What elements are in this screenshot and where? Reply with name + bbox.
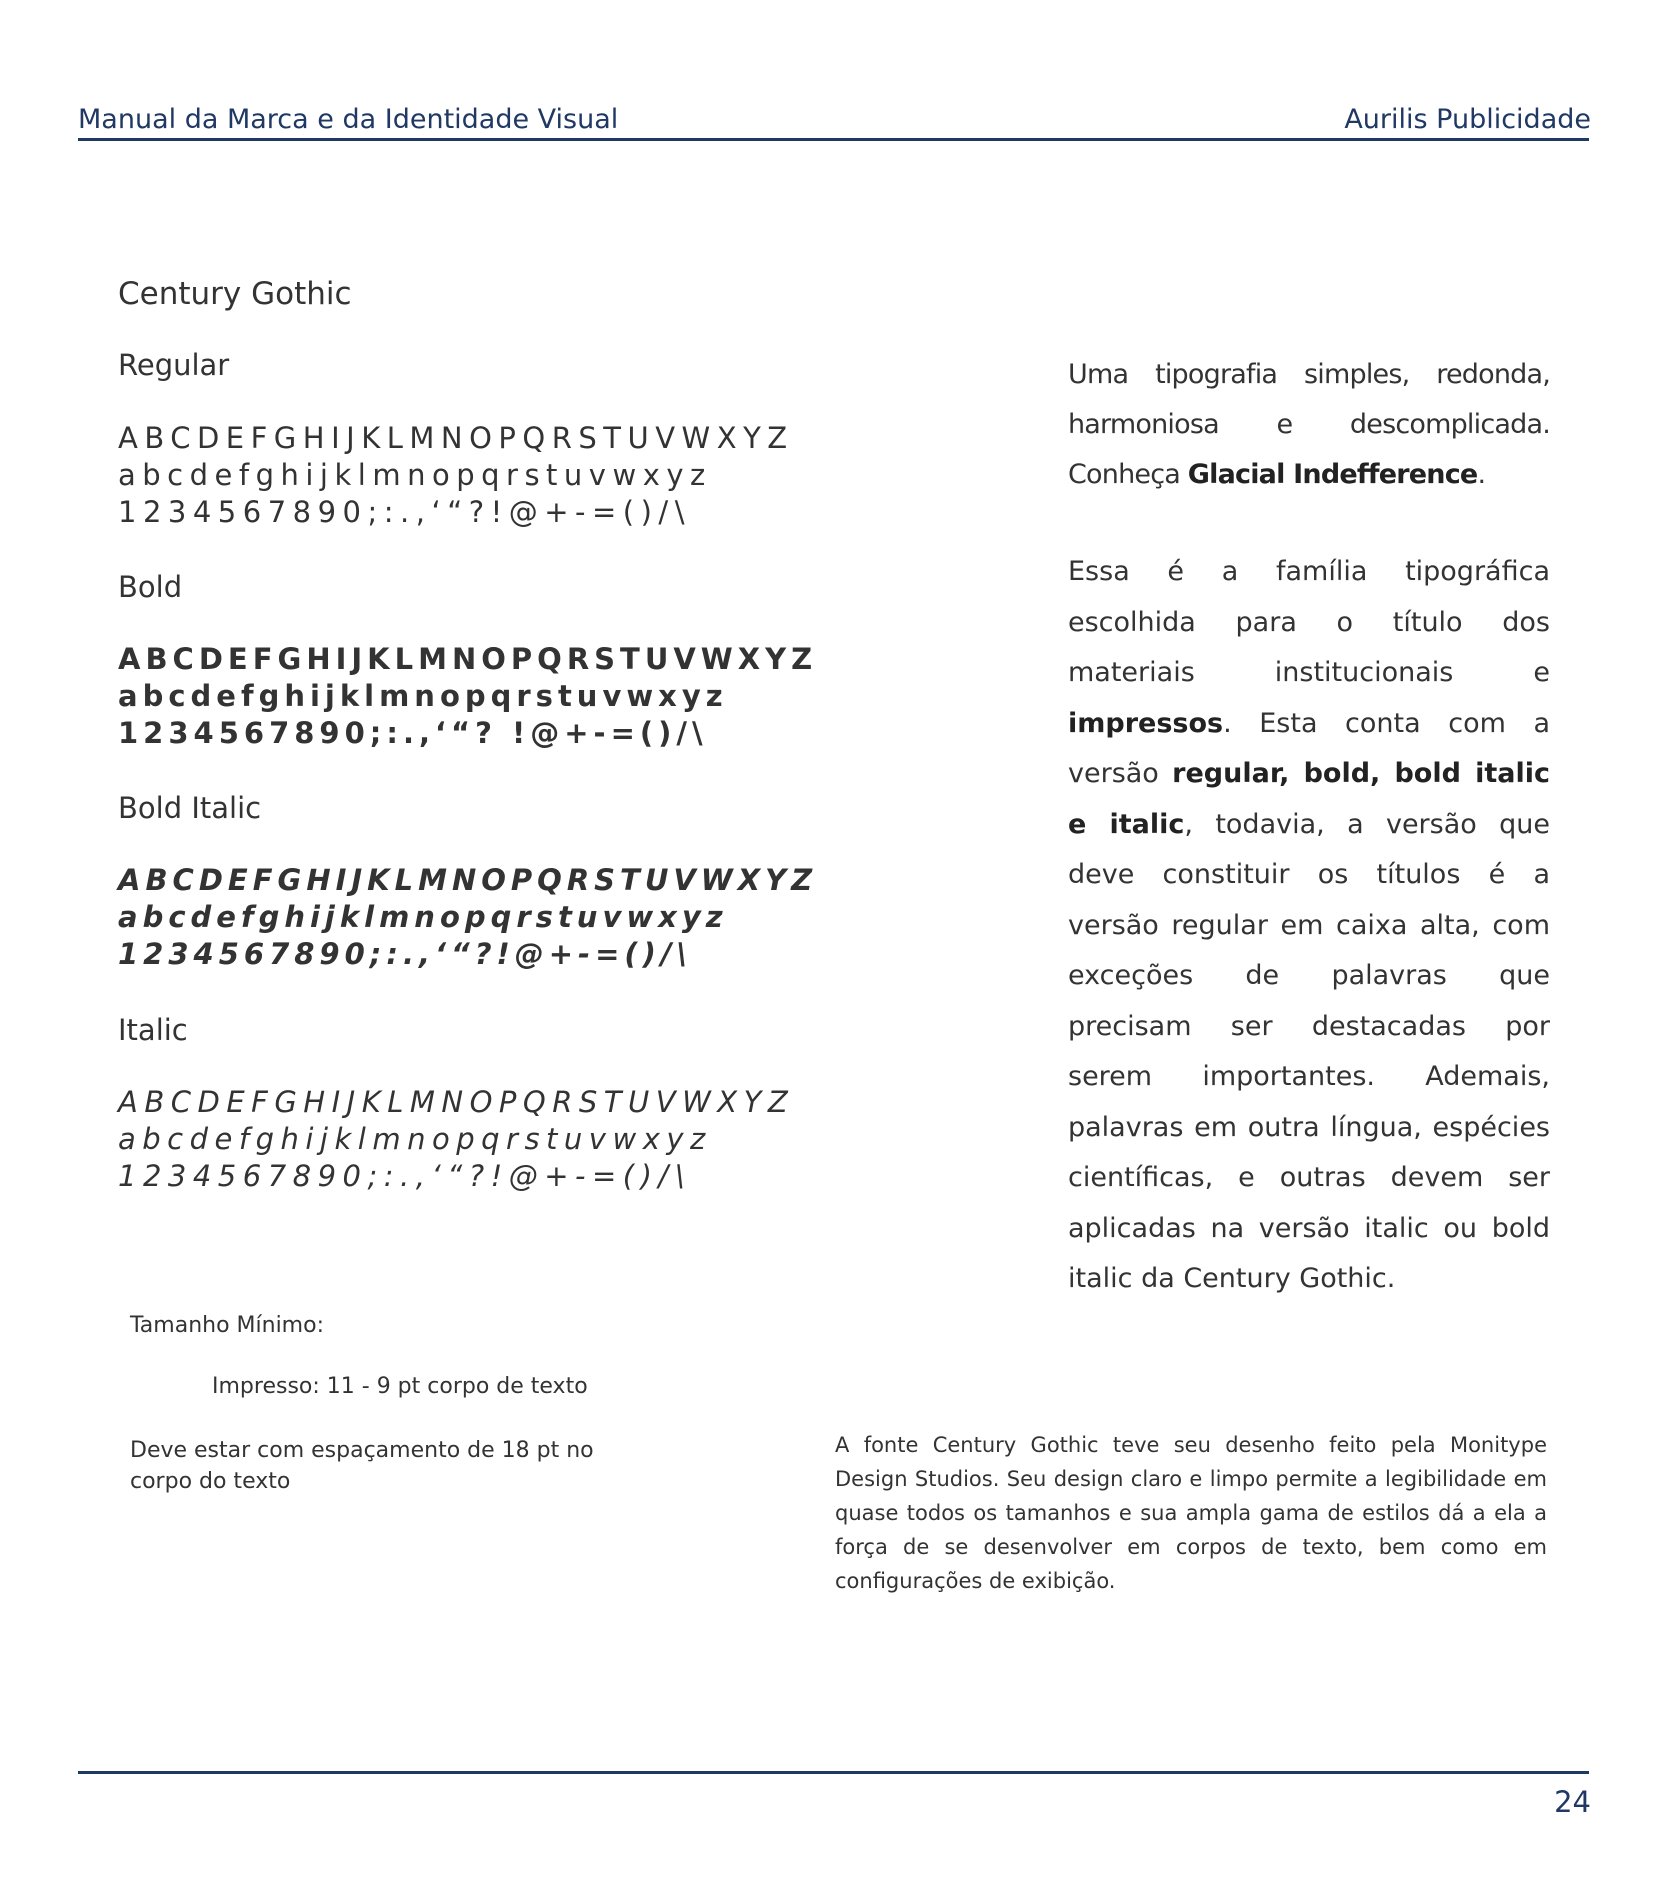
intro-highlight: Glacial Indefference [1187, 459, 1478, 490]
glyph-set-bold-italic [118, 862, 817, 973]
description-text: Essa é a família tipográfica escolhida para o título dos materiais institucionais e [1068, 556, 1550, 688]
glyph-set-italic [118, 1084, 794, 1195]
glyph-row-uppercase: ABCDEFGHIJKLMNOPQRSTUVWXYZ [118, 421, 794, 455]
description-text: , todavia, a versão que deve constituir os títulos é a versão regular em caixa alta, com exceções de palavras que precisam ser destacadas por serem importantes. Ademais, palavras em outra língua, espécies científicas, e outras devem ser aplicadas na versão italic ou bold italic da Century Gothic. [1068, 808, 1551, 1294]
glyph-row-lowercase: abcdefghijklmnopqrstuvwxyz [118, 900, 728, 934]
style-label-bold: Bold [118, 570, 183, 604]
glyph-set-regular [118, 420, 794, 531]
glyph-row-uppercase: ABCDEFGHIJKLMNOPQRSTUVWXYZ [118, 642, 818, 676]
glyph-row-uppercase: ABCDEFGHIJKLMNOPQRSTUVWXYZ [118, 1085, 795, 1119]
intro-text: Uma tipografia simples, redonda, harmoniosa e descomplicada. Conheça [1068, 359, 1550, 490]
glyph-row-lowercase: abcdefghijklmnopqrstuvwxyz [118, 679, 728, 713]
min-size-label: Tamanho Mínimo: [130, 1313, 324, 1338]
footer-divider [78, 1771, 1589, 1774]
style-label-regular: Regular [118, 348, 230, 382]
glyph-row-lowercase: abcdefghijklmnopqrstuvwxyz [118, 458, 712, 492]
page-number: 24 [1554, 1785, 1591, 1819]
typeface-name: Century Gothic [118, 276, 352, 312]
description-text: . Esta conta com a versão [1068, 707, 1550, 789]
about-font-paragraph: A fonte Century Gothic teve seu desenho feito pela Monitype Design Studios. Seu design claro e limpo permite a legibilidade em quase todos os tamanhos e sua ampla gama de estilos dá a ela a força de se desenvolver em corpos de texto, bem como em configurações de exibição. [835, 1433, 1547, 1593]
glyph-row-symbols: 1234567890;:.,‘“?!@+-=()/\ [118, 937, 693, 971]
brand-name: Aurilis Publicidade [1344, 104, 1591, 135]
glyph-row-symbols: 1234567890;:.,‘“?!@+-=()/\ [118, 1159, 691, 1193]
description-bold: regular, bold, bold italic e italic [1068, 758, 1550, 840]
glyph-row-symbols: 1234567890;:.,‘“?!@+-=()/\ [118, 495, 691, 529]
glyph-row-symbols: 1234567890;:.,‘“? !@+-=()/\ [118, 716, 708, 750]
glyph-set-bold [118, 641, 817, 752]
glyph-row-uppercase: ABCDEFGHIJKLMNOPQRSTUVWXYZ [118, 863, 818, 897]
spacing-note: Deve estar com espaçamento de 18 pt no corpo do texto [130, 1438, 594, 1494]
style-label-italic: Italic [118, 1013, 188, 1047]
header-divider [78, 138, 1589, 141]
glyph-row-lowercase: abcdefghijklmnopqrstuvwxyz [118, 1122, 712, 1156]
printed-size-note: Impresso: 11 - 9 pt corpo de texto [212, 1374, 588, 1399]
description-bold: impressos [1068, 707, 1224, 739]
intro-paragraph [1068, 350, 1550, 500]
intro-end: . [1477, 459, 1486, 490]
document-title: Manual da Marca e da Identidade Visual [78, 104, 619, 135]
description-paragraph [1068, 547, 1550, 1305]
style-label-bold-italic: Bold Italic [118, 791, 262, 825]
